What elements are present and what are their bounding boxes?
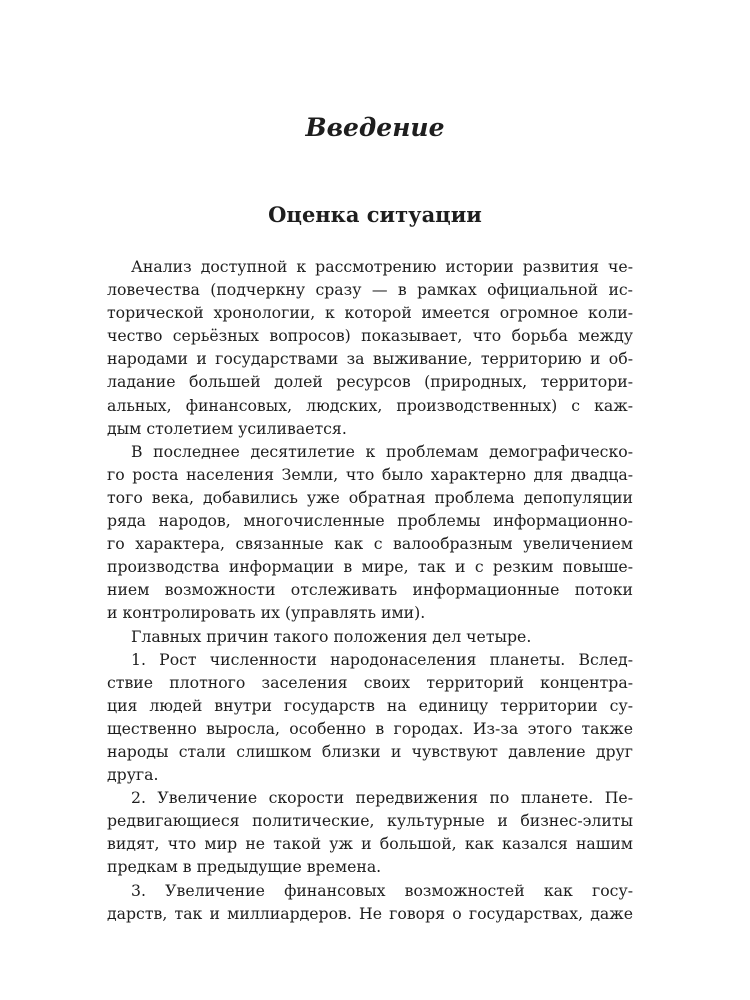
text-line: 2. Увеличение скорости передвижения по планете. Пе- xyxy=(131,788,633,808)
text-line: ряда народов, многочисленные проблемы информационно- xyxy=(107,511,633,531)
text-line: и контролировать их (управлять ими). xyxy=(107,603,426,623)
text-line: щественно выросла, особенно в городах. Из-за этого также xyxy=(107,718,633,738)
text-line: чество серьёзных вопросов) показывает, что борьба между xyxy=(107,326,633,346)
chapter-title: Введение xyxy=(305,113,445,142)
text-line: того века, добавились уже обратная проблема депопуляции xyxy=(107,487,633,507)
text-line: В последнее десятилетие к проблемам демографическо- xyxy=(131,441,633,461)
text-line: дарств, так и миллиардеров. Не говоря о государствах, даже xyxy=(107,903,633,923)
text-line: друга. xyxy=(107,765,159,785)
text-line: народами и государствами за выживание, территорию и об- xyxy=(107,349,633,369)
text-line: 1. Рост численности народонаселения планеты. Вслед- xyxy=(131,649,633,669)
text-line: предкам в предыдущие времена. xyxy=(107,857,382,877)
text-line: 3. Увеличение финансовых возможностей как госу- xyxy=(131,880,633,900)
text-line: ладание большей долей ресурсов (природных, территори- xyxy=(107,372,633,392)
text-line: Главных причин такого положения дел четыре. xyxy=(131,626,532,646)
text-line: ловечества (подчеркну сразу — в рамках официальной ис- xyxy=(107,280,633,300)
text-line: го роста населения Земли, что было характерно для двадца- xyxy=(107,464,633,484)
text-line: альных, финансовых, людских, производственных) с каж- xyxy=(107,395,633,415)
text-line: ция людей внутри государств на единицу территории су- xyxy=(107,695,633,715)
text-line: Анализ доступной к рассмотрению истории развития че- xyxy=(131,257,633,276)
text-line: нием возможности отслеживать информационные потоки xyxy=(107,580,633,600)
text-line: видят, что мир не такой уж и большой, как казался нашим xyxy=(107,834,633,854)
body-text xyxy=(107,255,633,925)
section-title: Оценка ситуации xyxy=(268,202,482,227)
text-line: редвигающиеся политические, культурные и бизнес-элиты xyxy=(107,811,633,831)
text-line: народы стали слишком близки и чувствуют давление друг xyxy=(107,741,633,761)
text-line: го характера, связанные как с валообразным увеличением xyxy=(107,534,633,554)
text-line: ствие плотного заселения своих территорий концентра- xyxy=(107,672,633,692)
text-line: дым столетием усиливается. xyxy=(107,418,347,438)
text-line: торической хронологии, к которой имеется огромное коли- xyxy=(107,303,633,323)
text-line: производства информации в мире, так и с резким повыше- xyxy=(107,557,633,577)
